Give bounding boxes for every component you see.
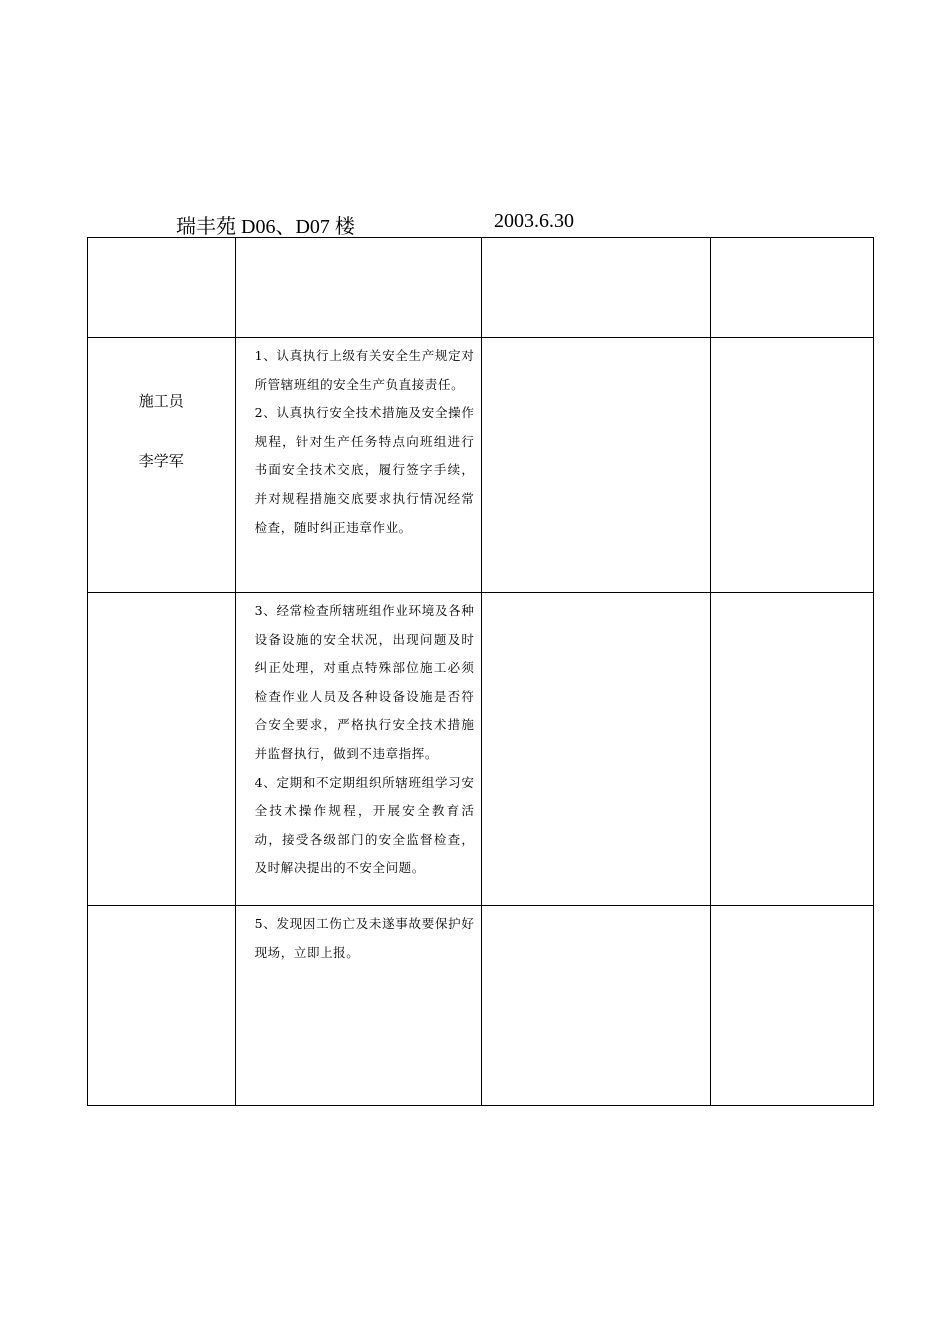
duty-item-4: 4、定期和不定期组织所辖班组学习安全技术操作规程，开展安全教育活动，接受各级部门的安全监督检查，及时解决提出的不安全问题。 xyxy=(254,774,475,876)
table-row xyxy=(88,338,874,593)
document-date: 2003.6.30 xyxy=(494,210,574,232)
empty-cell xyxy=(711,906,874,1106)
responsibility-table xyxy=(87,237,874,1106)
table-row-header xyxy=(88,238,874,338)
document-header xyxy=(0,208,950,238)
duty-cell xyxy=(235,593,481,906)
empty-cell xyxy=(711,593,874,906)
empty-cell xyxy=(481,338,711,593)
person-cell xyxy=(88,338,236,593)
empty-cell xyxy=(481,906,711,1106)
duty-cell xyxy=(235,338,481,593)
duty-cell xyxy=(235,906,481,1106)
header-cell-2 xyxy=(235,238,481,338)
header-cell-4 xyxy=(711,238,874,338)
duty-item-1: 1、认真执行上级有关安全生产规定对所管辖班组的安全生产负直接责任。 xyxy=(254,348,475,392)
table-row xyxy=(88,593,874,906)
empty-cell xyxy=(88,593,236,906)
project-name: 瑞丰苑 D06、D07 楼 xyxy=(176,216,355,238)
table-row xyxy=(88,906,874,1106)
duty-item-5: 5、发现因工伤亡及未遂事故要保护好现场，立即上报。 xyxy=(254,916,475,960)
duty-item-2: 2、认真执行安全技术措施及安全操作规程，针对生产任务特点向班组进行书面安全技术交底，履行签字手续，并对规程措施交底要求执行情况经常检查，随时纠正违章作业。 xyxy=(254,405,475,535)
empty-cell xyxy=(481,593,711,906)
person-name: 李学军 xyxy=(138,452,184,470)
person-role: 施工员 xyxy=(138,392,184,410)
duty-item-3: 3、经常检查所辖班组作业环境及各种设备设施的安全状况，出现问题及时纠正处理，对重点特殊部位施工必须检查作业人员及各种设备设施是否符合安全要求，严格执行安全技术措施并监督执行，做到不违章指挥。 xyxy=(254,603,475,761)
header-cell-1 xyxy=(88,238,236,338)
empty-cell xyxy=(88,906,236,1106)
header-cell-3 xyxy=(481,238,711,338)
empty-cell xyxy=(711,338,874,593)
